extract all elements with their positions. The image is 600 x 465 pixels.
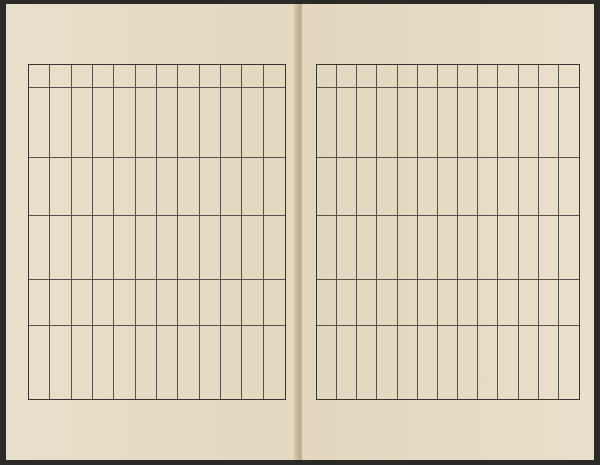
left-ledger-table <box>28 64 286 400</box>
ledger-column <box>458 65 478 399</box>
ledger-column <box>559 65 579 399</box>
ledger-column <box>357 65 377 399</box>
ledger-column <box>221 65 242 399</box>
ledger-column <box>242 65 263 399</box>
ledger-column <box>157 65 178 399</box>
ledger-column <box>498 65 518 399</box>
ledger-column <box>398 65 418 399</box>
ledger-column <box>519 65 539 399</box>
right-ledger-table <box>316 64 580 400</box>
ledger-column <box>178 65 199 399</box>
ledger-column <box>200 65 221 399</box>
ledger-column <box>377 65 397 399</box>
ledger-column <box>72 65 93 399</box>
ledger-column <box>337 65 357 399</box>
ledger-column <box>29 65 50 399</box>
ledger-column <box>478 65 498 399</box>
ledger-column <box>264 65 285 399</box>
ledger-column <box>317 65 337 399</box>
ledger-column <box>136 65 157 399</box>
book-spread <box>6 4 594 460</box>
ledger-column <box>114 65 135 399</box>
ledger-column <box>93 65 114 399</box>
ledger-column <box>418 65 438 399</box>
ledger-column <box>50 65 71 399</box>
ledger-column <box>539 65 559 399</box>
right-page <box>302 4 594 460</box>
ledger-column <box>438 65 458 399</box>
left-page <box>6 4 298 460</box>
